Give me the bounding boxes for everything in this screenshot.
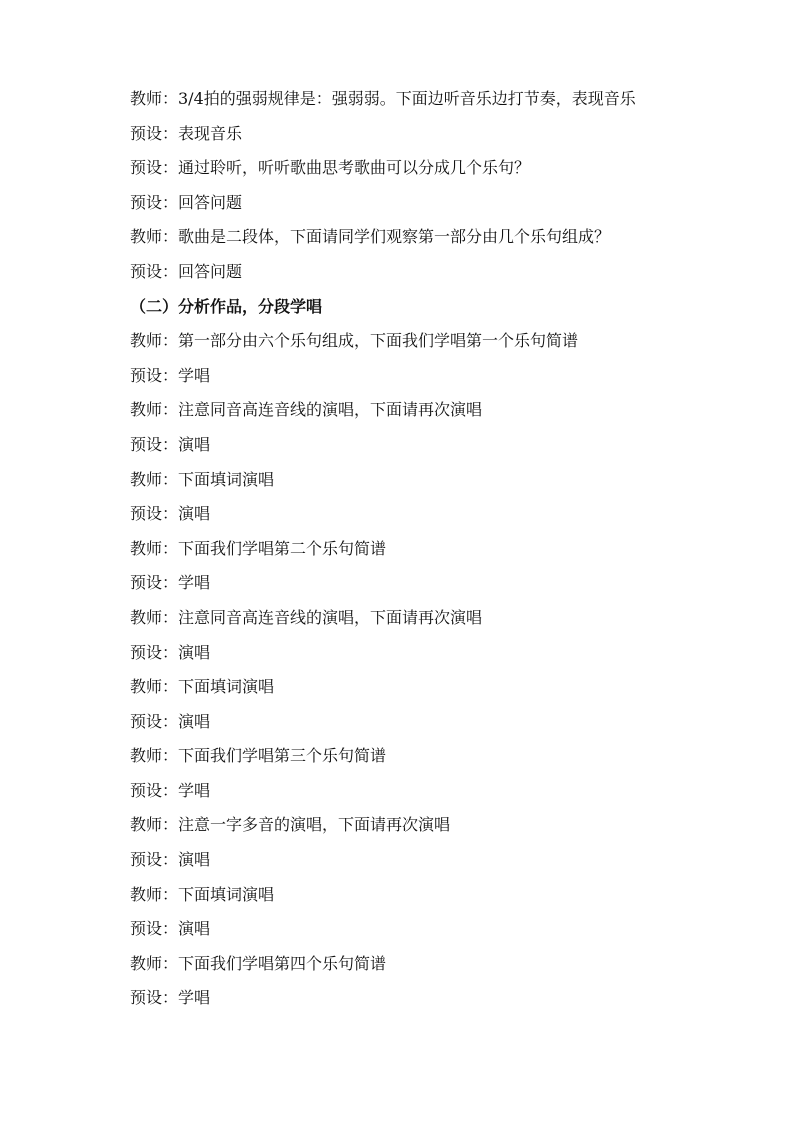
paragraph-preset: 预设：回答问题 bbox=[130, 261, 243, 281]
section-heading: （二）分析作品，分段学唱 bbox=[130, 296, 323, 316]
paragraph-teacher: 教师：歌曲是二段体，下面请同学们观察第一部分由几个乐句组成？ bbox=[130, 227, 611, 247]
paragraph-preset: 预设：演唱 bbox=[130, 850, 211, 870]
paragraph-preset: 预设：演唱 bbox=[130, 642, 211, 662]
paragraph-preset: 预设：学唱 bbox=[130, 573, 211, 593]
paragraph-preset: 预设：演唱 bbox=[130, 919, 211, 939]
paragraph-teacher-rhythm: 教师：3/4拍的强弱规律是：强弱弱。下面边听音乐边打节奏，表现音乐 bbox=[130, 89, 636, 108]
paragraph-teacher: 教师：下面填词演唱 bbox=[130, 884, 275, 904]
paragraph-teacher: 教师：下面我们学唱第二个乐句简谱 bbox=[130, 538, 387, 558]
paragraph-preset: 预设：演唱 bbox=[130, 504, 211, 524]
paragraph-teacher: 教师：注意同音高连音线的演唱，下面请再次演唱 bbox=[130, 400, 483, 420]
paragraph-preset: 预设：回答问题 bbox=[130, 192, 243, 212]
paragraph-preset: 预设：演唱 bbox=[130, 711, 211, 731]
paragraph-teacher: 教师：注意同音高连音线的演唱，下面请再次演唱 bbox=[130, 607, 483, 627]
paragraph-teacher: 教师：下面我们学唱第四个乐句简谱 bbox=[130, 953, 387, 973]
paragraph-preset: 预设：学唱 bbox=[130, 365, 211, 385]
paragraph-teacher: 教师：注意一字多音的演唱，下面请再次演唱 bbox=[130, 815, 451, 835]
paragraph-preset: 预设：学唱 bbox=[130, 988, 211, 1008]
paragraph-preset: 预设：通过聆听，听听歌曲思考歌曲可以分成几个乐句？ bbox=[130, 158, 531, 178]
paragraph-teacher: 教师：第一部分由六个乐句组成，下面我们学唱第一个乐句简谱 bbox=[130, 331, 579, 351]
paragraph-teacher: 教师：下面我们学唱第三个乐句简谱 bbox=[130, 746, 387, 766]
paragraph-teacher: 教师：下面填词演唱 bbox=[130, 469, 275, 489]
paragraph-preset: 预设：学唱 bbox=[130, 780, 211, 800]
paragraph-teacher: 教师：下面填词演唱 bbox=[130, 677, 275, 697]
paragraph-preset: 预设：表现音乐 bbox=[130, 123, 243, 143]
paragraph-preset: 预设：演唱 bbox=[130, 434, 211, 454]
document-body bbox=[92, 82, 712, 1016]
